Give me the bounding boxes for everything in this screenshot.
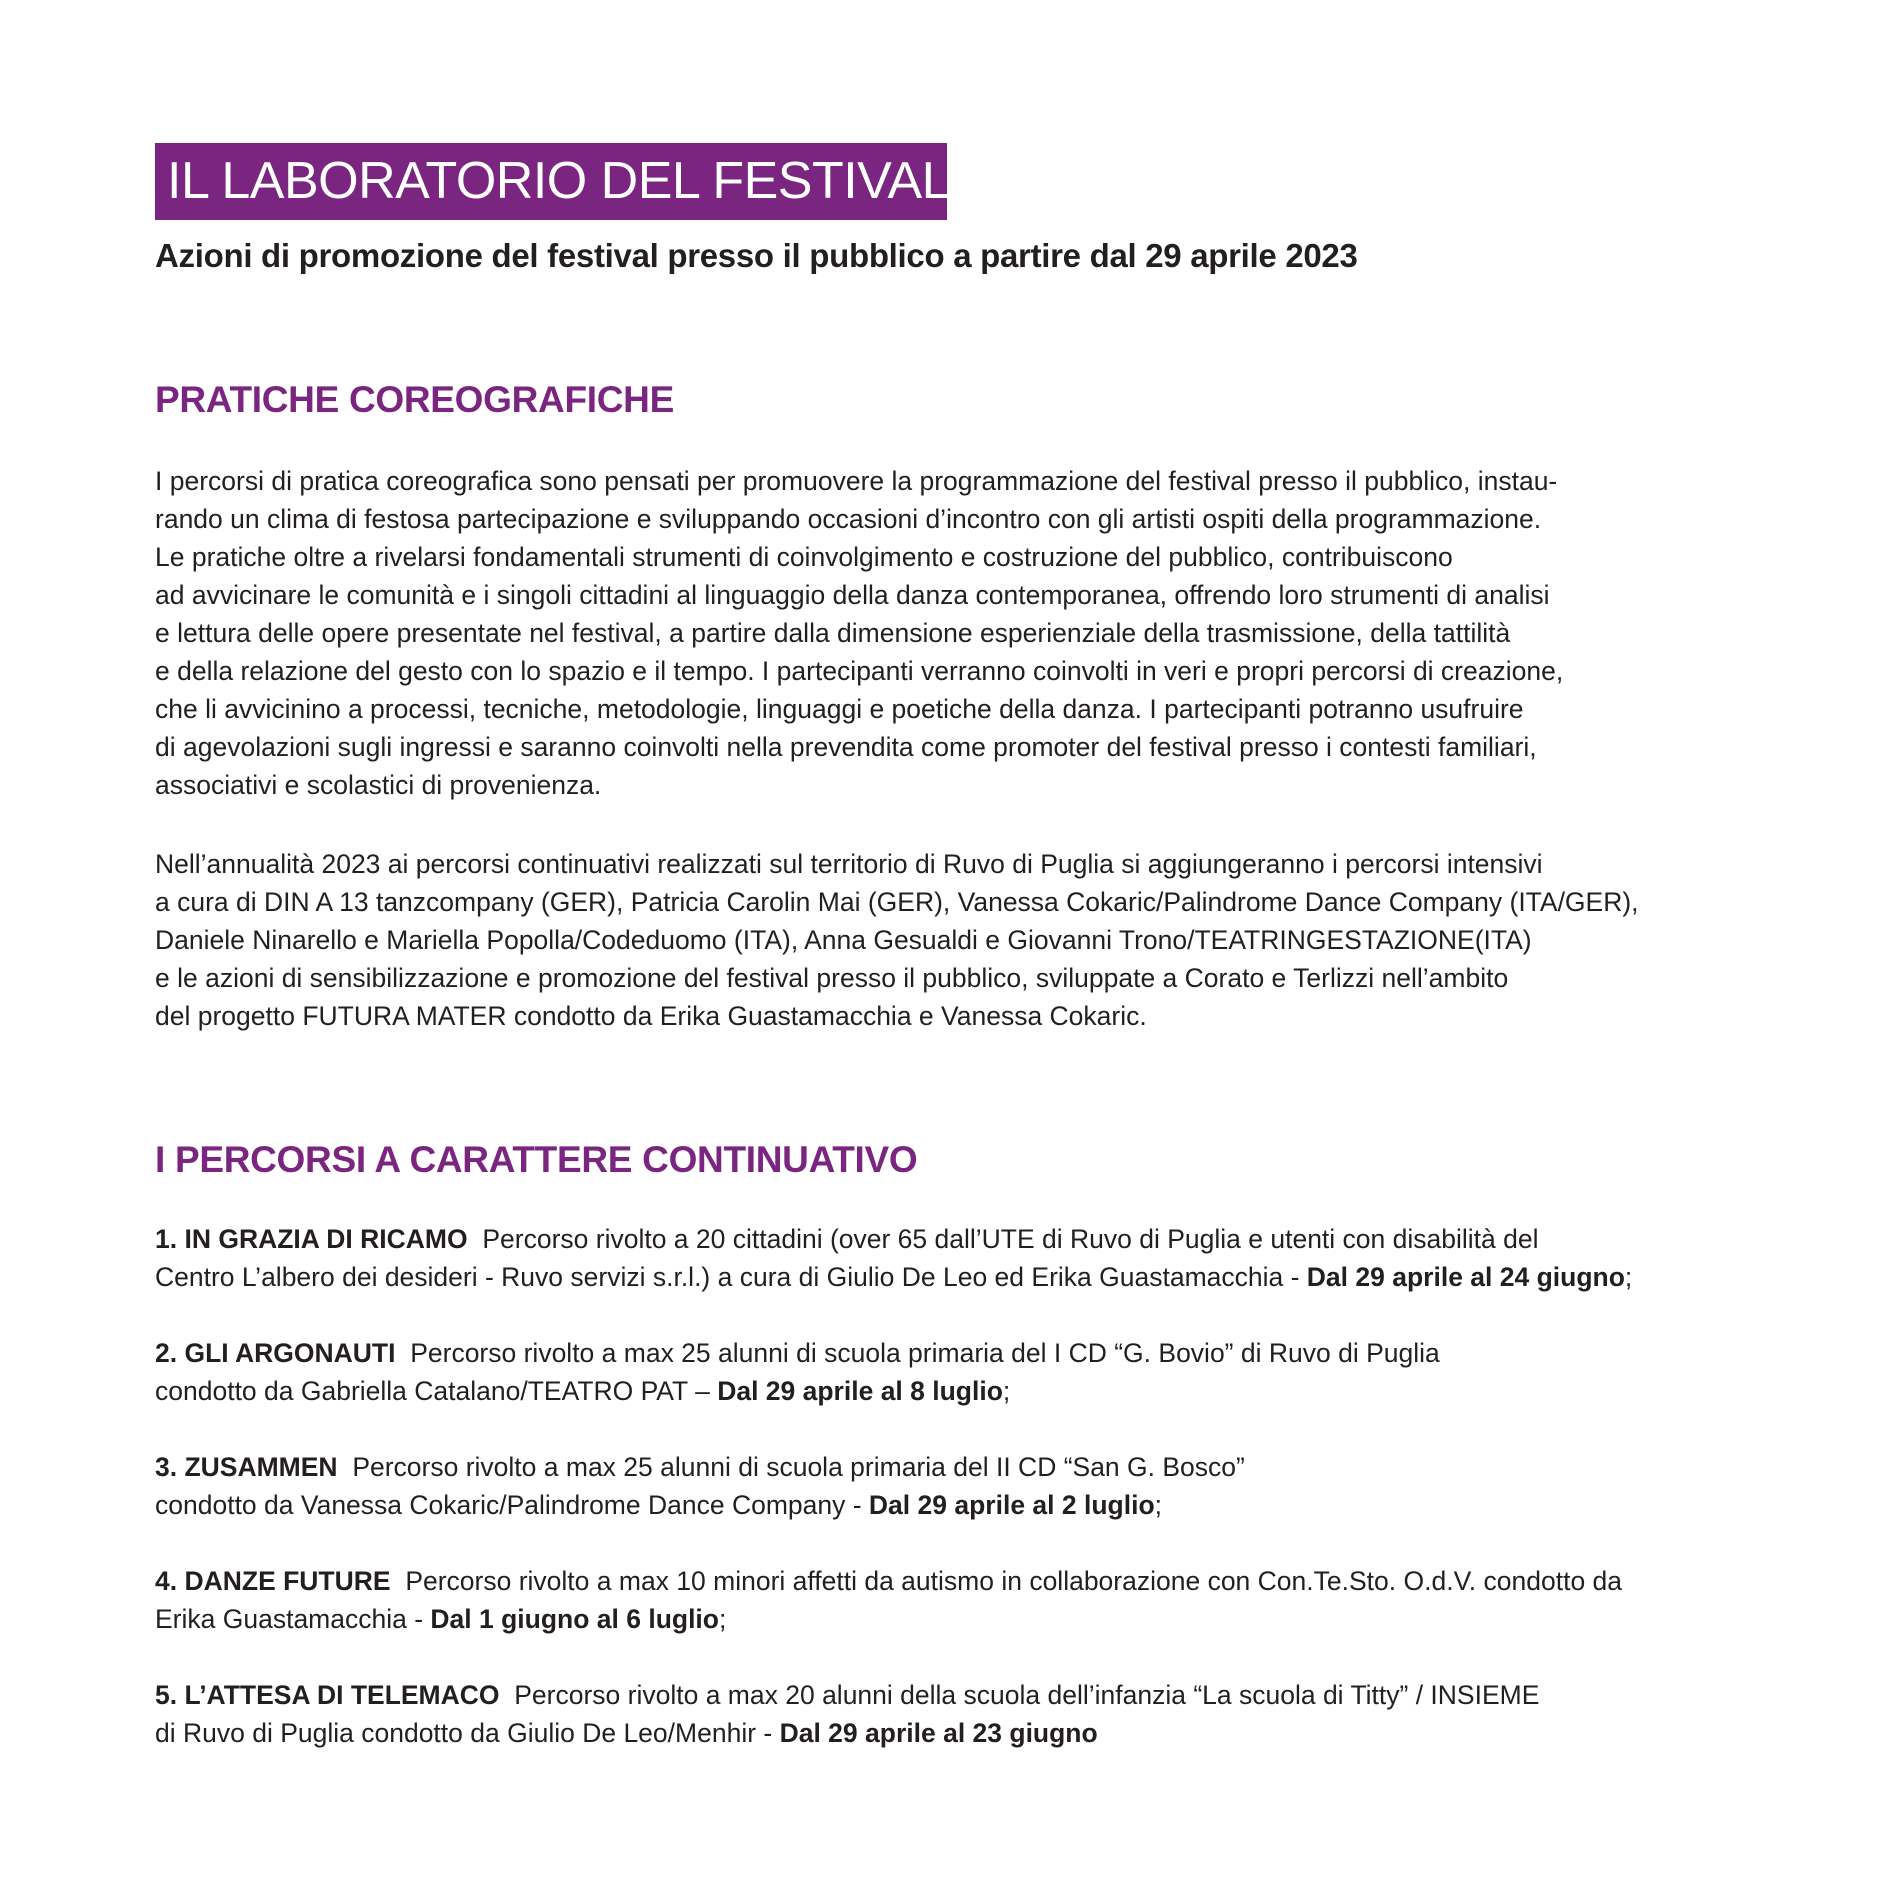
paragraph-line: e della relazione del gesto con lo spazio e il tempo. I partecipanti verranno coinvolti in veri e propri percorsi di creazione, xyxy=(155,656,1564,686)
course-end: ; xyxy=(1002,1376,1011,1406)
course-title: 3. ZUSAMMEN xyxy=(155,1452,338,1482)
course-description: condotto da Gabriella Catalano/TEATRO PAT – xyxy=(155,1376,718,1406)
course-description: Percorso rivolto a 20 cittadini (over 65 dall’UTE di Ruvo di Puglia e utenti con disabilità del xyxy=(482,1224,1539,1254)
course-end: ; xyxy=(1624,1262,1633,1292)
course-description: Percorso rivolto a max 20 alunni della scuola dell’infanzia “La scuola di Titty” / INSIEME xyxy=(514,1680,1540,1710)
course-title: 5. L’ATTESA DI TELEMACO xyxy=(155,1680,500,1710)
paragraph-line: che li avvicinino a processi, tecniche, metodologie, linguaggi e poetiche della danza. I partecipanti potranno usufruire xyxy=(155,694,1524,724)
paragraph-line: I percorsi di pratica coreografica sono pensati per promuovere la programmazione del festival presso il pubblico, instau- xyxy=(155,466,1558,496)
course-end: ; xyxy=(1154,1490,1163,1520)
paragraph-line: ad avvicinare le comunità e i singoli cittadini al linguaggio della danza contemporanea, offrendo loro strumenti di analisi xyxy=(155,580,1550,610)
paragraph-line: Nell’annualità 2023 ai percorsi continuativi realizzati sul territorio di Ruvo di Puglia si aggiungeranno i percorsi intensivi xyxy=(155,849,1543,879)
paragraph-pratiche-intro xyxy=(155,462,1755,804)
paragraph-line: e le azioni di sensibilizzazione e promozione del festival presso il pubblico, sviluppate a Corato e Terlizzi nell’ambito xyxy=(155,963,1509,993)
course-description: condotto da Vanessa Cokaric/Palindrome Dance Company - xyxy=(155,1490,869,1520)
course-dates: Dal 29 aprile al 24 giugno xyxy=(1306,1262,1625,1292)
paragraph-line: di agevolazioni sugli ingressi e saranno coinvolti nella prevendita come promoter del festival presso i contesti familiari, xyxy=(155,732,1537,762)
paragraph-annualita-2023 xyxy=(155,845,1755,1035)
course-title: 1. IN GRAZIA DI RICAMO xyxy=(155,1224,468,1254)
paragraph-line: Daniele Ninarello e Mariella Popolla/Codeduomo (ITA), Anna Gesualdi e Giovanni Trono/TEATRINGESTAZIONE(ITA) xyxy=(155,925,1532,955)
course-description: di Ruvo di Puglia condotto da Giulio De Leo/Menhir - xyxy=(155,1718,780,1748)
course-dates: Dal 29 aprile al 2 luglio xyxy=(868,1490,1155,1520)
course-item xyxy=(155,1220,1775,1296)
course-title: 4. DANZE FUTURE xyxy=(155,1566,391,1596)
section-heading-pratiche: PRATICHE COREOGRAFICHE xyxy=(155,379,674,420)
course-item xyxy=(155,1448,1775,1524)
course-description: Percorso rivolto a max 25 alunni di scuola primaria del II CD “San G. Bosco” xyxy=(352,1452,1245,1482)
course-description: Erika Guastamacchia - xyxy=(155,1604,431,1634)
section-heading-percorsi: I PERCORSI A CARATTERE CONTINUATIVO xyxy=(155,1139,918,1180)
course-description: Percorso rivolto a max 10 minori affetti da autismo in collaborazione con Con.Te.Sto. O.d.V. condotto da xyxy=(405,1566,1623,1596)
page-title: IL LABORATORIO DEL FESTIVAL xyxy=(155,143,947,220)
paragraph-line: del progetto FUTURA MATER condotto da Erika Guastamacchia e Vanessa Cokaric. xyxy=(155,1001,1147,1031)
course-dates: Dal 29 aprile al 23 giugno xyxy=(779,1718,1098,1748)
course-dates: Dal 29 aprile al 8 luglio xyxy=(717,1376,1003,1406)
course-description: Centro L’albero dei desideri - Ruvo servizi s.r.l.) a cura di Giulio De Leo ed Erika Guastamacchia - xyxy=(155,1262,1307,1292)
paragraph-line: e lettura delle opere presentate nel festival, a partire dalla dimensione esperienziale della trasmissione, della tattilità xyxy=(155,618,1511,648)
course-item xyxy=(155,1676,1775,1752)
course-item xyxy=(155,1562,1775,1638)
page-subtitle: Azioni di promozione del festival presso il pubblico a partire dal 29 aprile 2023 xyxy=(155,237,1358,274)
paragraph-line: rando un clima di festosa partecipazione e sviluppando occasioni d’incontro con gli artisti ospiti della programmazione. xyxy=(155,504,1542,534)
course-title: 2. GLI ARGONAUTI xyxy=(155,1338,396,1368)
course-item xyxy=(155,1334,1775,1410)
paragraph-line: associativi e scolastici di provenienza. xyxy=(155,770,602,800)
paragraph-line: Le pratiche oltre a rivelarsi fondamentali strumenti di coinvolgimento e costruzione del pubblico, contribuiscono xyxy=(155,542,1453,572)
course-description: Percorso rivolto a max 25 alunni di scuola primaria del I CD “G. Bovio” di Ruvo di Puglia xyxy=(410,1338,1440,1368)
paragraph-line: a cura di DIN A 13 tanzcompany (GER), Patricia Carolin Mai (GER), Vanessa Cokaric/Palindrome Dance Company (ITA/GER), xyxy=(155,887,1639,917)
course-end: ; xyxy=(718,1604,727,1634)
course-dates: Dal 1 giugno al 6 luglio xyxy=(430,1604,719,1634)
